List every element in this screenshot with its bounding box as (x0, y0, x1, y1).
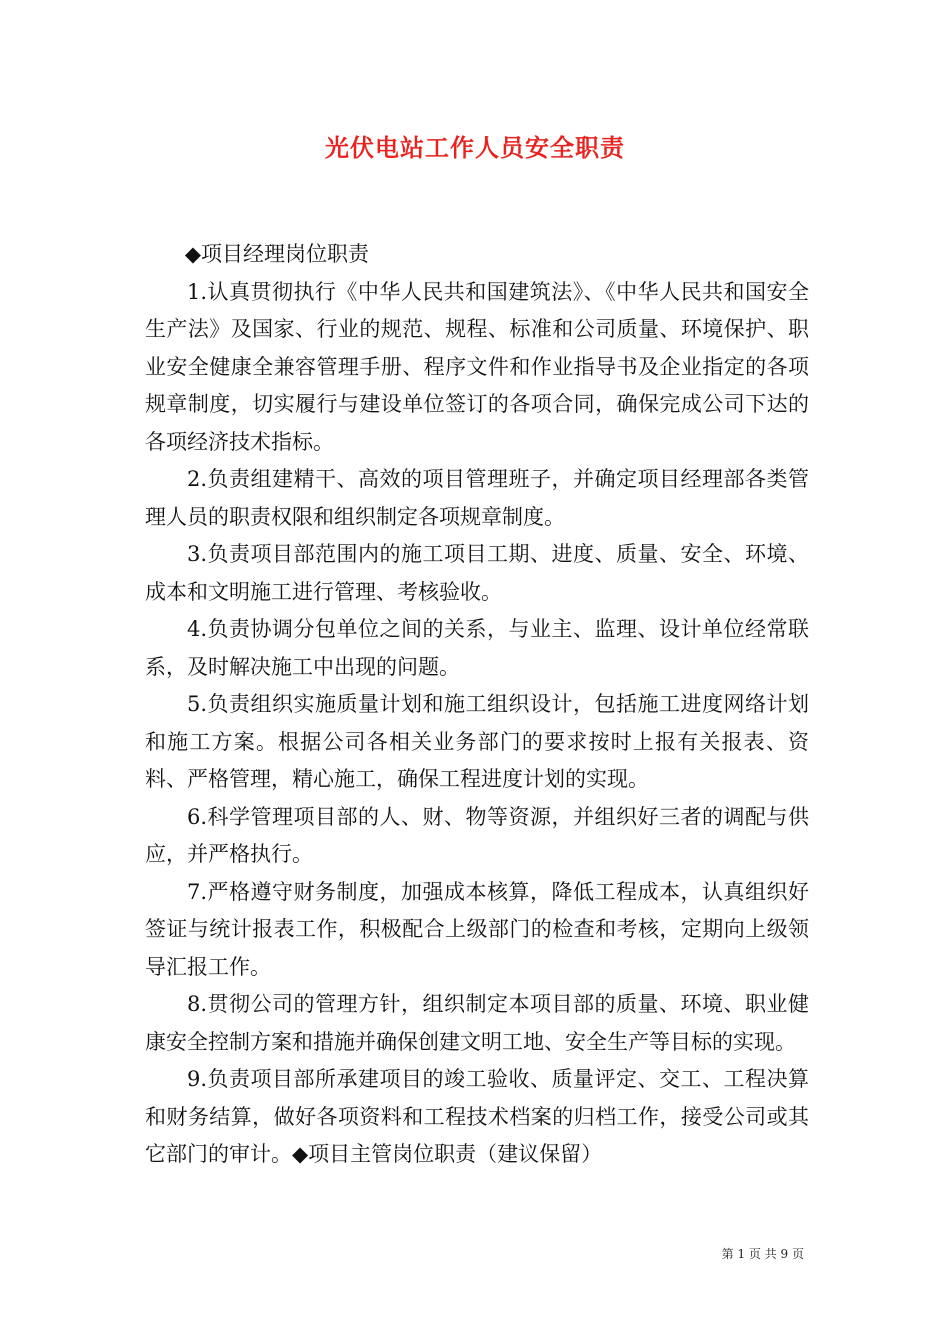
document-body (145, 236, 809, 1174)
paragraph-3: 3.负责项目部范围内的施工项目工期、进度、质量、安全、环境、成本和文明施工进行管理、考核验收。 (145, 542, 809, 604)
paragraph-1: 1.认真贯彻执行《中华人民共和国建筑法》、《中华人民共和国安全生产法》及国家、行业的规范、规程、标准和公司质量、环境保护、职业安全健康全兼容管理手册、程序文件和作业指导书及企业指定的各项规章制度，切实履行与建设单位签订的各项合同，确保完成公司下达的各项经济技术指标。 (145, 279, 809, 454)
paragraph-6: 6.科学管理项目部的人、财、物等资源，并组织好三者的调配与供应，并严格执行。 (145, 804, 809, 866)
paragraph-8: 8.贯彻公司的管理方针，组织制定本项目部的质量、环境、职业健康安全控制方案和措施并确保创建文明工地、安全生产等目标的实现。 (145, 992, 809, 1054)
document-title: 光伏电站工作人员安全职责 (325, 133, 625, 162)
paragraph-5: 5.负责组织实施质量计划和施工组织设计，包括施工进度网络计划和施工方案。根据公司各相关业务部门的要求按时上报有关报表、资料、严格管理，精心施工，确保工程进度计划的实现。 (145, 692, 809, 791)
paragraph-4: 4.负责协调分包单位之间的关系，与业主、监理、设计单位经常联系，及时解决施工中出现的问题。 (145, 617, 809, 679)
section-heading: ◆项目经理岗位职责 (184, 242, 370, 266)
page-number: 第 1 页 共 9 页 (721, 1247, 804, 1261)
paragraph-9: 9.负责项目部所承建项目的竣工验收、质量评定、交工、工程决算和财务结算，做好各项资料和工程技术档案的归档工作，接受公司或其它部门的审计。◆项目主管岗位职责（建议保留） (145, 1067, 809, 1166)
paragraph-2: 2.负责组建精干、高效的项目管理班子，并确定项目经理部各类管理人员的职责权限和组织制定各项规章制度。 (145, 467, 809, 529)
paragraph-7: 7.严格遵守财务制度，加强成本核算，降低工程成本，认真组织好签证与统计报表工作，积极配合上级部门的检查和考核，定期向上级领导汇报工作。 (145, 879, 809, 979)
